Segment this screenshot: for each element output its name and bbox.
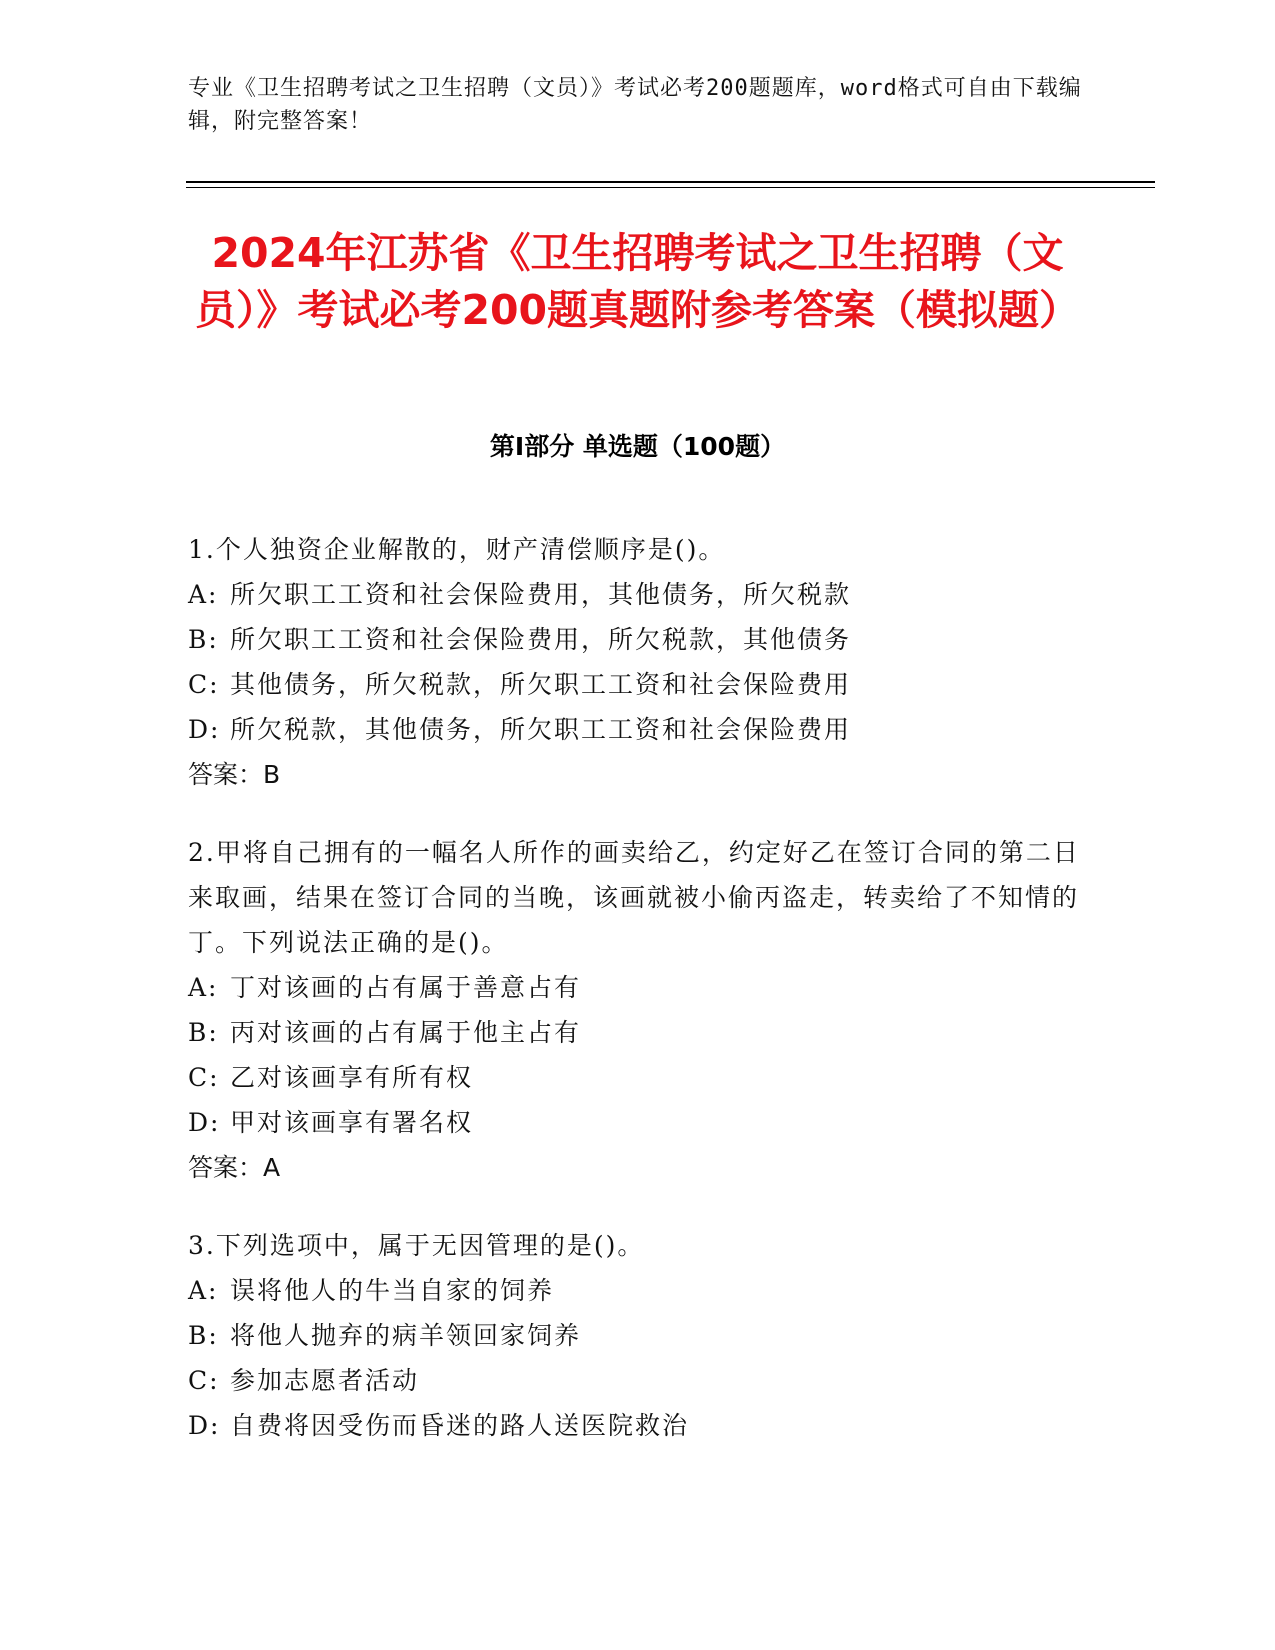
option-text: 丙对该画的占有属于他主占有 [230, 1018, 582, 1047]
option-key: B: [188, 1321, 219, 1350]
section-heading: 第I部分 单选题（100题） [489, 432, 786, 461]
option-text: 其他债务，所欠税款，所欠职工工资和社会保险费用 [230, 670, 852, 699]
option-key: B: [188, 1018, 219, 1047]
option-d [188, 1100, 1088, 1145]
option-d [188, 707, 1088, 752]
answer-line: 答案：B [188, 760, 281, 789]
option-key: C: [188, 1366, 220, 1395]
option-text: 将他人抛弃的病羊领回家饲养 [230, 1321, 582, 1350]
option-c [188, 1055, 1088, 1100]
option-b [188, 1313, 1088, 1358]
option-a [188, 1268, 1088, 1313]
question-stem: 2.甲将自己拥有的一幅名人所作的画卖给乙，约定好乙在签订合同的第二日来取画，结果在签订合同的当晚，该画就被小偷丙盗走，转卖给了不知情的丁。下列说法正确的是()。 [188, 838, 1080, 957]
question-item [188, 830, 1088, 1190]
question-stem: 1.个人独资企业解散的，财产清偿顺序是()。 [188, 535, 726, 564]
option-text: 乙对该画享有所有权 [230, 1063, 474, 1092]
option-key: D: [188, 1108, 221, 1137]
intro-text: 专业《卫生招聘考试之卫生招聘（文员）》考试必考200题题库，word格式可自由下载编辑，附完整答案！ [188, 76, 1082, 134]
document-title: 2024年江苏省《卫生招聘考试之卫生招聘（文员）》考试必考200题真题附参考答案（模拟题） [194, 229, 1081, 334]
option-d [188, 1403, 1088, 1448]
option-text: 所欠职工工资和社会保险费用，所欠税款，其他债务 [230, 625, 852, 654]
option-b [188, 617, 1088, 662]
option-c [188, 1358, 1088, 1403]
option-key: A: [188, 1276, 219, 1305]
option-text: 丁对该画的占有属于善意占有 [230, 973, 582, 1002]
option-key: A: [188, 973, 219, 1002]
option-text: 误将他人的牛当自家的饲养 [230, 1276, 555, 1305]
question-list [188, 527, 1088, 1481]
header-rule-thick [186, 181, 1155, 183]
option-a [188, 965, 1088, 1010]
question-item [188, 1223, 1088, 1448]
option-key: D: [188, 715, 221, 744]
option-key: C: [188, 670, 220, 699]
option-text: 所欠税款，其他债务，所欠职工工资和社会保险费用 [230, 715, 852, 744]
option-text: 参加志愿者活动 [230, 1366, 420, 1395]
option-b [188, 1010, 1088, 1055]
question-item [188, 527, 1088, 797]
option-key: D: [188, 1411, 221, 1440]
option-a [188, 572, 1088, 617]
option-key: B: [188, 625, 219, 654]
option-text: 所欠职工工资和社会保险费用，其他债务，所欠税款 [230, 580, 852, 609]
option-key: C: [188, 1063, 220, 1092]
option-text: 甲对该画享有署名权 [230, 1108, 474, 1137]
option-key: A: [188, 580, 219, 609]
header-rule-thin [186, 187, 1155, 188]
option-c [188, 662, 1088, 707]
answer-line: 答案：A [188, 1153, 281, 1182]
option-text: 自费将因受伤而昏迷的路人送医院救治 [230, 1411, 690, 1440]
question-stem: 3.下列选项中，属于无因管理的是()。 [188, 1231, 645, 1260]
